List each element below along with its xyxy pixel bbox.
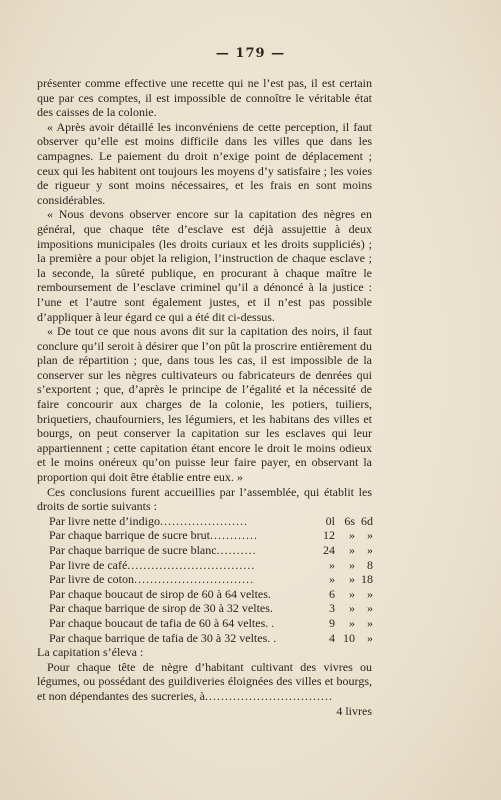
duty-livres: 12 (323, 528, 335, 543)
capitation-leader-dots: ................................ (204, 688, 333, 703)
duty-deniers: » (367, 543, 373, 557)
duty-livres: 9 (329, 615, 335, 630)
paragraph: « Après avoir détaillé les inconvéniens de cette perception, il faut observer qu’elle est moins difficile dans les villes que dans les campagnes. Le paiement du droit n’exige point de déplacement ; ceux qui les habitent ont toujours les moyens d’y satisfaire ; les voies de rigueur y sont moins nécessaires, et les frais en sont moins considérables. (37, 119, 372, 207)
duty-sols: » (349, 601, 355, 616)
page-body (37, 76, 372, 718)
duty-row (49, 514, 373, 529)
duty-label-text: Par chaque barrique de tafia de 30 à 32 veltes. . (49, 630, 277, 645)
duty-row (49, 528, 373, 543)
duty-label-text: Par chaque barrique de sucre brut (49, 528, 210, 543)
duty-livres: 3 (329, 601, 335, 616)
duty-row (49, 616, 373, 631)
duty-deniers: 18 (361, 572, 373, 587)
duty-label (49, 616, 319, 631)
duty-sols: 6s (344, 513, 355, 528)
duty-sols: » (349, 615, 355, 630)
capitation-text (37, 659, 372, 718)
paragraph: « Nous devons observer encore sur la capitation des nègres en général, que chaque tête d’esclave est déjà assujettie à deux impositions municipales (les droits curiaux et les droits suppliciés) ; la première a pour objet la religion, l’instruction de chaque esclave ; la seconde, la sûreté publique, en procurant à chaque maître le remboursement de l’esclave criminel qu’il a dénoncé à la justice : l’une et l’autre sont également justes, et il n’est pas possible d’appliquer à leur égard ce qui a été dit ci-dessus. (37, 207, 372, 324)
duty-leader-dots: .......... (216, 543, 257, 557)
duty-deniers: » (367, 615, 373, 630)
duty-row (49, 601, 373, 616)
duty-sols: 10 (343, 630, 355, 645)
duty-label (49, 528, 319, 543)
export-duties-table (49, 514, 373, 645)
duty-livres: » (329, 572, 335, 587)
duty-label (49, 514, 319, 529)
duty-label-text: Par chaque barrique de sucre blanc (49, 543, 217, 557)
duty-livres: 24 (323, 543, 335, 557)
duty-row (49, 631, 373, 646)
duty-label (49, 543, 319, 558)
duty-leader-dots: ...................... (159, 513, 248, 528)
duty-leader-dots: .............................. (133, 572, 254, 587)
duty-row (49, 558, 373, 573)
capitation-description: Pour chaque tête de nègre d’habitant cultivant des vivres ou légumes, ou possédant des guildiveries éloignées des villes et bourgs, et non dépendantes des sucreries, à (37, 659, 372, 703)
duty-label-text: Par livre nette d’indigo (49, 513, 160, 528)
duty-livres: 0l (325, 513, 335, 528)
duty-label-text: Par livre de café (49, 557, 128, 572)
duty-label-text: Par chaque boucaut de sirop de 60 à 64 veltes. (49, 586, 271, 601)
duty-row (49, 543, 373, 558)
duty-sols: » (349, 572, 355, 587)
duty-livres: » (329, 557, 335, 572)
paragraph: « De tout ce que nous avons dit sur la capitation des noirs, il faut conclure qu’il seroit à désirer que l’on pût la proscrire entièrement du plan de répartition ; que, dans tous les cas, il est impossible de la conserver sur les nègres cultivateurs ou fabricateurs de denrées qui s’exportent ; que, d’après le principe de l’égalité et la nécessité de faire concourir aux charges de la colonie, les potiers, tuiliers, briquetiers, chaufourniers, les légumiers, et les habitans des villes et bourgs, on peut conserver la capitation sur les esclaves qui leur appartiennent ; cette capitation étant encore le droit le moins odieux et le moins onéreux qu’on puisse leur faire payer, en observant la proportion qui doit être établie entre eux. » (37, 324, 372, 485)
duty-livres: 6 (329, 586, 335, 601)
duty-deniers: » (367, 630, 373, 645)
capitation-value: 4 livres (336, 703, 372, 718)
duty-label-text: Par chaque barrique de sirop de 30 à 32 veltes. (49, 601, 273, 616)
duty-label (49, 601, 319, 616)
duty-label (49, 572, 319, 587)
duty-label (49, 558, 319, 573)
duty-label-text: Par chaque boucaut de tafia de 60 à 64 veltes. . (49, 615, 275, 630)
duty-label (49, 631, 319, 646)
duty-label-text: Par livre de coton (49, 572, 134, 587)
page-number: — 179 — (215, 46, 286, 61)
duty-deniers: » (367, 601, 373, 616)
paragraph: Ces conclusions furent accueillies par l’assemblée, qui établit les droits de sortie suivants : (37, 484, 372, 514)
duty-sols: » (349, 557, 355, 572)
duty-deniers: » (367, 528, 373, 543)
duty-deniers: » (367, 586, 373, 601)
duty-deniers: 6d (361, 513, 373, 528)
capitation-heading: La capitation s’éleva : (37, 645, 144, 660)
duty-leader-dots: ................................ (127, 557, 256, 572)
duty-deniers: 8 (367, 557, 373, 572)
duty-sols: » (349, 528, 355, 543)
duty-livres: 4 (329, 630, 335, 645)
paragraph: présenter comme effective une recette qui ne l’est pas, il est certain que par ces comptes, il est impossible de connoître le véritable état des caisses de la colonie. (37, 76, 372, 120)
duty-row (49, 572, 373, 587)
duty-label (49, 587, 319, 602)
duty-sols: » (349, 543, 355, 557)
duty-row (49, 587, 373, 602)
duty-sols: » (349, 586, 355, 601)
duty-leader-dots: ............ (209, 528, 258, 543)
